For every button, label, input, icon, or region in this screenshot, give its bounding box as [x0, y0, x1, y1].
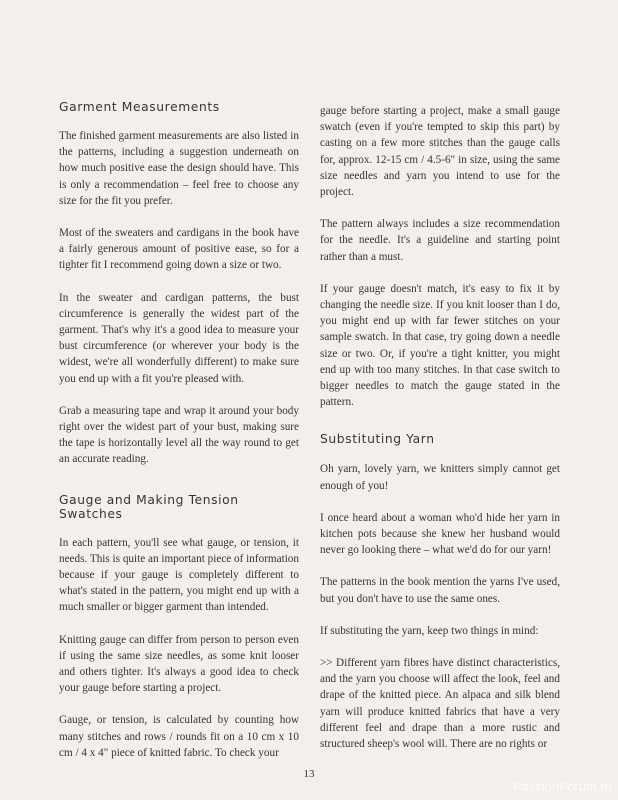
page-number: 13: [303, 768, 315, 780]
paragraph: In the sweater and cardigan patterns, the bust circumference is generally the widest part of the garment. That's why it's a good idea to measure your bust circumference (or wherever your body is the widest, we're all wonderfully different) to make sure you end up with a fit you're pleased with.: [59, 291, 299, 385]
paragraph: Most of the sweaters and cardigans in the book have a fairly generous amount of positive ease, so for a tighter fit I recommend going down a size or two.: [59, 227, 299, 272]
paragraph: Gauge, or tension, is calculated by counting how many stitches and rows / rounds fit on a 10 cm x 10 cm / 4 x 4" piece of knitted fabric. To check your: [59, 714, 299, 759]
paragraph: gauge before starting a project, make a small gauge swatch (even if you're tempted to skip this part) by casting on a few more stitches than the gauge calls for, approx. 12-15 cm / 4.5-6" in size, using the same size needles and yarn you intend to use for the project.: [320, 105, 560, 199]
paragraph: >> Different yarn fibres have distinct characteristics, and the yarn you choose will affect the look, feel and drape of the knitted piece. An alpaca and silk blend yarn will produce knitted fabrics that have a very different feel and drape than a more rustic and structured sheep's wool will. There are no rights or: [320, 657, 560, 751]
section-heading-gauge: Gauge and Making Tension Swatches: [59, 492, 239, 521]
paragraph: Grab a measuring tape and wrap it around your body right over the widest part of your bust, making sure the tape is horizontally level all the way round to get an accurate reading.: [59, 404, 299, 466]
paragraph: If substituting the yarn, keep two things in mind:: [320, 624, 539, 637]
watermark: PassionForum.ru: [513, 779, 612, 794]
paragraph: Knitting gauge can differ from person to person even if using the same size needles, as some knit looser and others tighter. It's always a good idea to check your gauge before starting a project.: [59, 633, 299, 695]
paragraph: I once heard about a woman who'd hide her yarn in kitchen pots because she knew her husband would never go looking there – what we'd do for our yarn!: [320, 511, 560, 557]
right-column: [320, 103, 560, 768]
section-heading-substituting-yarn: Substituting Yarn: [320, 432, 435, 447]
paragraph: The patterns in the book mention the yarns I've used, but you don't have to use the same ones.: [320, 576, 560, 605]
paragraph: The finished garment measurements are also listed in the patterns, including a suggestion underneath on how much positive ease the design should have. This is only a recommendation – feel free to choose any size for the fit you prefer.: [59, 130, 299, 207]
paragraph: Oh yarn, lovely yarn, we knitters simply cannot get enough of you!: [320, 463, 560, 492]
paragraph: If your gauge doesn't match, it's easy to fix it by changing the needle size. If you knit looser than I do, you might end up with far fewer stitches on your sample swatch. In that case, try going down a needle size or two. Or, if you're a tight knitter, you might end up with too many stitches. In that case switch to bigger needles to match the gauge stated in the pattern.: [320, 282, 560, 409]
left-column: [59, 100, 299, 777]
paragraph: The pattern always includes a size recommendation for the needle. It's a guideline and starting point rather than a must.: [320, 218, 560, 263]
paragraph: In each pattern, you'll see what gauge, or tension, it needs. This is quite an important piece of information because if your gauge is completely different to what's stated in the pattern, you might end up with a much smaller or bigger garment than intended.: [59, 536, 299, 614]
section-heading-garment-measurements: Garment Measurements: [59, 100, 220, 114]
